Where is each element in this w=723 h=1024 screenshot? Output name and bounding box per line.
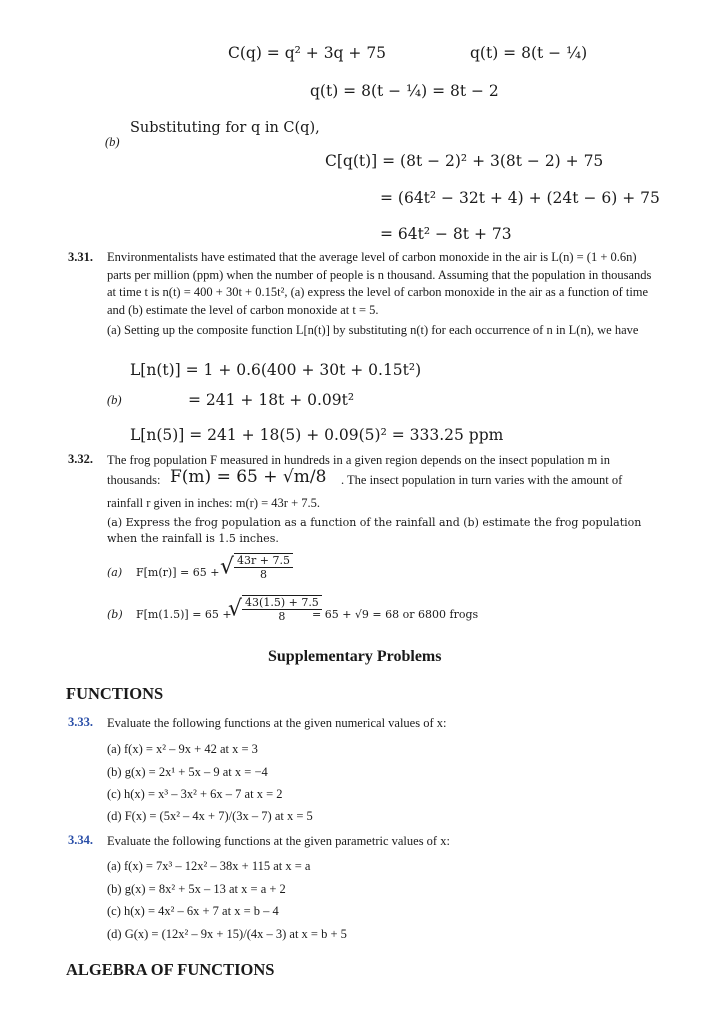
problem-number-3-32: 3.32. [68, 452, 93, 466]
problem-3-32-line2b: . The insect population in turn varies with the amount of [341, 473, 623, 487]
part-b-label: (b) [105, 135, 120, 149]
equation-F-m-r-lhs: F[m(r)] = 65 + [136, 566, 220, 579]
equation-cost: C(q) = q² + 3q + 75 [228, 44, 387, 62]
problem-3-33-text: Evaluate the following functions at the given numerical values of x: [107, 716, 447, 730]
problem-3-34-text: Evaluate the following functions at the given parametric values of x: [107, 834, 450, 848]
problem-3-31-part-a: (a) Setting up the composite function L[n(t)] by substituting n(t) for each occurrence of n in L(n), we have [107, 323, 639, 337]
equation-composite: C[q(t)] = (8t − 2)² + 3(8t − 2) + 75 [325, 152, 604, 170]
problem-3-33-item-b: (b) g(x) = 2x¹ + 5x – 9 at x = −4 [107, 765, 268, 779]
problem-3-32-line1: The frog population F measured in hundreds in a given region depends on the insect population m in [107, 453, 611, 467]
supplementary-problems-title: Supplementary Problems [268, 648, 442, 665]
equation-q-t: q(t) = 8(t − ¼) [470, 44, 588, 62]
problem-3-33-item-c: (c) h(x) = x³ – 3x² + 6x – 7 at x = 2 [107, 787, 283, 801]
equation-F-m-1-5-lhs: F[m(1.5)] = 65 + [136, 608, 232, 621]
functions-heading: FUNCTIONS [66, 684, 164, 703]
equation-q-t-simplified: q(t) = 8(t − ¼) = 8t − 2 [310, 82, 499, 100]
problem-number-3-34: 3.34. [68, 833, 93, 847]
problem-3-32-line2a: thousands: [107, 473, 161, 487]
problem-number-3-33: 3.33. [68, 715, 93, 729]
part-b-label-3-32: (b) [107, 608, 123, 621]
algebra-of-functions-heading: ALGEBRA OF FUNCTIONS [66, 960, 275, 979]
equation-F-m-1-5-radical: √ $\frac{43(1.5) + 7.5}{8}$ [228, 595, 322, 623]
equation-result: = 64t² − 8t + 73 [380, 225, 512, 243]
problem-3-34-item-b: (b) g(x) = 8x² + 5x – 13 at x = a + 2 [107, 882, 286, 896]
problem-3-32-line3: rainfall r given in inches: m(r) = 43r + 7.5. [107, 496, 321, 510]
problem-3-34-item-c: (c) h(x) = 4x² – 6x + 7 at x = b – 4 [107, 904, 279, 918]
equation-F-m-1-5-rhs: = 65 + √9 = 68 or 6800 frogs [312, 608, 479, 621]
equation-expanded: = (64t² − 32t + 4) + (24t − 6) + 75 [380, 189, 660, 207]
problem-3-34-item-d: (d) G(x) = (12x² – 9x + 15)/(4x – 3) at x = b + 5 [107, 927, 347, 941]
equation-L-simplified: = 241 + 18t + 0.09t² [188, 391, 355, 409]
frog-formula: F(m) = 65 + √m/8 [170, 467, 327, 487]
substitution-text: Substituting for q in C(q), [130, 120, 320, 136]
radical-numerator-a: 43r + 7.5 [234, 553, 293, 568]
part-b-label-3-31: (b) [107, 393, 122, 407]
equation-F-m-r-radical: √ $\frac{43r + 7.5}{8}$ [220, 553, 293, 581]
part-a-label-3-32: (a) [107, 566, 123, 579]
problem-3-33-item-a: (a) f(x) = x² – 9x + 42 at x = 3 [107, 742, 258, 756]
problem-3-33-item-d: (d) F(x) = (5x² – 4x + 7)/(3x – 7) at x = 5 [107, 809, 313, 823]
problem-3-31-text: Environmentalists have estimated that the average level of carbon monoxide in the air is L(n) = (1 + 0.6n) parts per million (ppm) when the number of people is n thousand. Assuming that the population in thousands at time t is n(t) = 400 + 30t + 0.15t², (a) express the level of carbon monoxide in the air as a function of time and (b) estimate the level of carbon monoxide at t = 5. [107, 250, 652, 317]
radical-numerator-b: 43(1.5) + 7.5 [242, 595, 322, 610]
equation-L-n-t: L[n(t)] = 1 + 0.6(400 + 30t + 0.15t²) [130, 361, 422, 379]
equation-L-n-5: L[n(5)] = 241 + 18(5) + 0.09(5)² = 333.25 ppm [130, 426, 504, 444]
radical-denominator-b: 8 [278, 610, 286, 623]
problem-number-3-31: 3.31. [68, 250, 93, 264]
problem-3-32-question: (a) Express the frog population as a function of the rainfall and (b) estimate the frog population when the rainfall is 1.5 inches. [107, 516, 642, 545]
radical-denominator-a: 8 [260, 568, 268, 581]
problem-3-34-item-a: (a) f(x) = 7x³ – 12x² – 38x + 115 at x = a [107, 859, 311, 873]
